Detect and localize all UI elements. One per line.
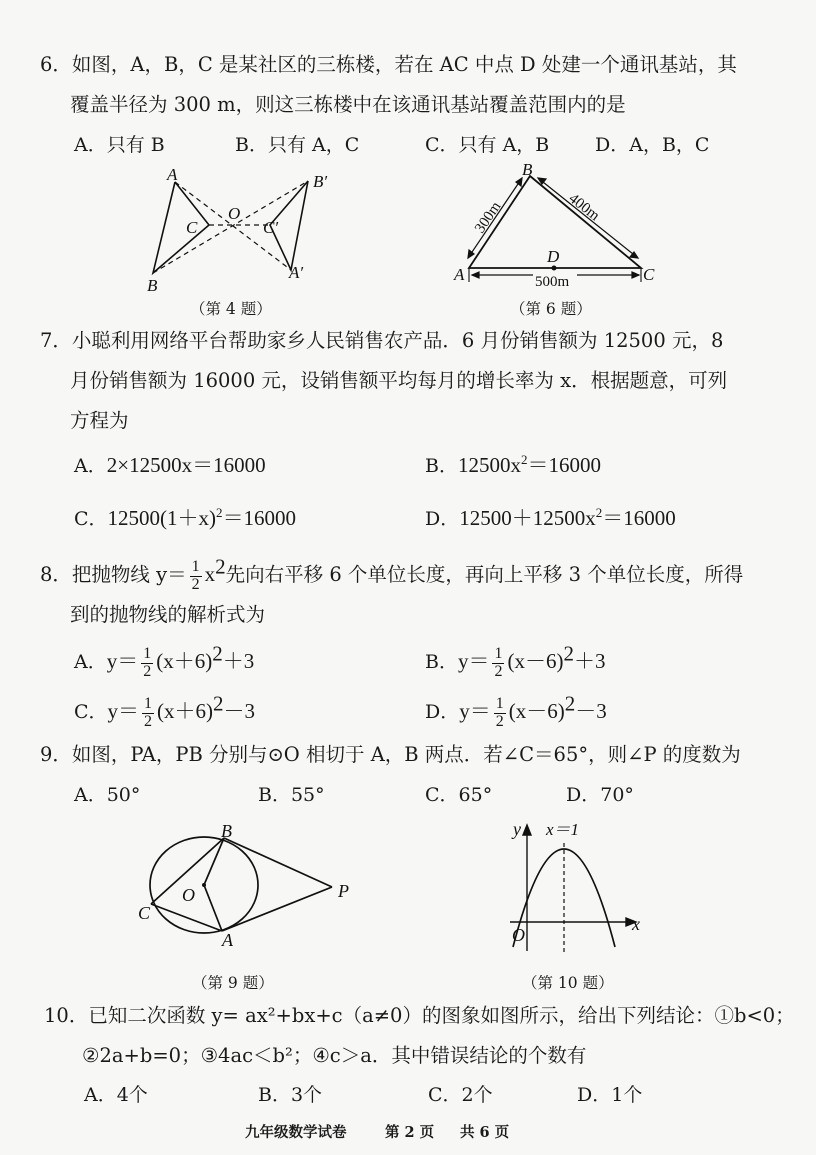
footer-exam-title: 九年级数学试卷 xyxy=(245,1124,347,1141)
q8-option-a: A．y＝ $\frac{1}{2}$ $(x+6)^2+3$ xyxy=(74,641,255,680)
fig9-label-a: A xyxy=(222,930,233,950)
fig6-label-bc: 400m xyxy=(565,190,603,225)
q6-text-line1: 6．如图，A，B，C 是某社区的三栋楼，若在 AC 中点 D 处建一个通讯基站，其 xyxy=(40,53,737,76)
q8-text-line2: 到的抛物线的解析式为 xyxy=(70,603,266,626)
figure-9-caption: （第 9 题） xyxy=(192,974,274,992)
fig6-label-c: C xyxy=(643,265,655,284)
q8-fraction: $\frac{1}{2}$ xyxy=(191,557,200,593)
q10-option-d: D．1个 xyxy=(577,1084,643,1106)
q8-option-c: C．y＝ $\frac{1}{2}$ $(x+6)^2-3$ xyxy=(74,691,256,730)
q7-option-b xyxy=(425,452,601,479)
q6-option-c: C．只有 A，B xyxy=(425,134,550,156)
q10-option-c: C．2个 xyxy=(428,1084,493,1106)
q7-option-a xyxy=(74,452,266,479)
q9-text-line1: 9．如图，PA，PB 分别与⊙O 相切于 A，B 两点．若∠C＝65°，则∠P 的度数为 xyxy=(40,743,741,766)
q7-option-c xyxy=(74,505,296,532)
figure-10-caption: （第 10 题） xyxy=(522,974,614,992)
fig10-label-y: y xyxy=(513,819,521,839)
fig6-label-ac: 500m xyxy=(535,274,570,290)
fig10-label-axis: x＝1 xyxy=(546,820,580,839)
q10-option-b: B．3个 xyxy=(258,1084,323,1106)
q7-option-a-label: A． xyxy=(74,455,107,477)
fig4-label-b: B xyxy=(147,276,158,295)
figure-4-caption: （第 4 题） xyxy=(190,300,272,318)
q7-option-d-equation: $12500+12500x^2=16000$ xyxy=(459,505,676,530)
q6-option-d: D．A，B，C xyxy=(595,134,710,156)
q9-option-a: A．50° xyxy=(74,784,141,806)
q7-option-d-label: D． xyxy=(425,508,460,530)
fig4-label-o: O xyxy=(228,204,241,223)
q10-text-line1: 10．已知二次函数 y= ax²+bx+c（a≠0）的图象如图所示，给出下列结论：①b<0； xyxy=(44,1004,795,1027)
q7-option-d xyxy=(425,505,676,532)
figure-10-diagram xyxy=(490,813,660,963)
q9-option-b: B．55° xyxy=(258,784,325,806)
q9-option-c: C．65° xyxy=(425,784,493,806)
figure-9-diagram xyxy=(130,815,370,955)
q10-option-a: A．4个 xyxy=(84,1084,148,1106)
fig4-label-a: A xyxy=(167,165,178,184)
fig4-label-c-prime: C′ xyxy=(263,218,279,237)
fig9-label-b: B xyxy=(221,821,232,841)
q7-option-c-equation: $12500(1+x)^2=16000$ xyxy=(107,505,297,530)
fig9-label-o: O xyxy=(182,885,195,905)
fig4-label-c: C xyxy=(186,218,198,237)
q6-text-line2: 覆盖半径为 300 m，则这三栋楼中在该通讯基站覆盖范围内的是 xyxy=(70,93,626,116)
fig10-label-x: x xyxy=(632,914,640,934)
q7-text-line1: 7．小聪利用网络平台帮助家乡人民销售农产品．6 月份销售额为 12500 元，8 xyxy=(40,329,724,352)
q6-option-a: A．只有 B xyxy=(74,134,165,156)
q6-option-b: B．只有 A，C xyxy=(235,134,360,156)
q8-text-line1: 8．把抛物线 y＝ $\frac{1}{2}$ $x^2$先向右平移 6 个单位长度，再向上平移 3 个单位长度，所得 xyxy=(40,554,744,593)
figure-6-caption: （第 6 题） xyxy=(510,300,592,318)
q7-option-c-label: C． xyxy=(74,508,108,530)
q8-option-b: B．y＝ $\frac{1}{2}$ $(x-6)^2+3$ xyxy=(425,641,606,680)
q9-option-d: D．70° xyxy=(566,784,634,806)
q7-option-a-equation: 2×12500x＝16000 xyxy=(106,453,266,477)
fig6-label-ab: 300m xyxy=(472,198,505,237)
fig4-label-b-prime: B′ xyxy=(313,172,328,191)
footer-page-number: 第 2 页 xyxy=(385,1124,435,1141)
fig6-label-b: B xyxy=(522,160,533,179)
fig9-label-c: C xyxy=(138,903,151,923)
fig6-label-a: A xyxy=(454,265,465,284)
q7-text-line2: 月份销售额为 16000 元，设销售额平均每月的增长率为 x．根据题意，可列 xyxy=(70,369,728,392)
fig10-label-o: O xyxy=(512,925,525,945)
q7-text-line3: 方程为 xyxy=(70,409,129,432)
q7-option-b-label: B． xyxy=(425,455,458,477)
fig6-label-d: D xyxy=(547,247,560,266)
figure-6-diagram xyxy=(440,160,670,295)
q7-option-b-equation: $12500x^2=16000$ xyxy=(457,452,601,477)
q10-text-line2: ②2a+b=0；③4ac＜b²；④c＞a．其中错误结论的个数有 xyxy=(82,1044,587,1067)
footer-total-pages: 共 6 页 xyxy=(460,1124,510,1141)
fig9-label-p: P xyxy=(338,881,349,901)
q8-option-d: D．y＝ $\frac{1}{2}$ $(x-6)^2-3$ xyxy=(425,691,607,730)
fig4-label-a-prime: A′ xyxy=(289,263,304,282)
figure-4-diagram xyxy=(130,165,360,300)
